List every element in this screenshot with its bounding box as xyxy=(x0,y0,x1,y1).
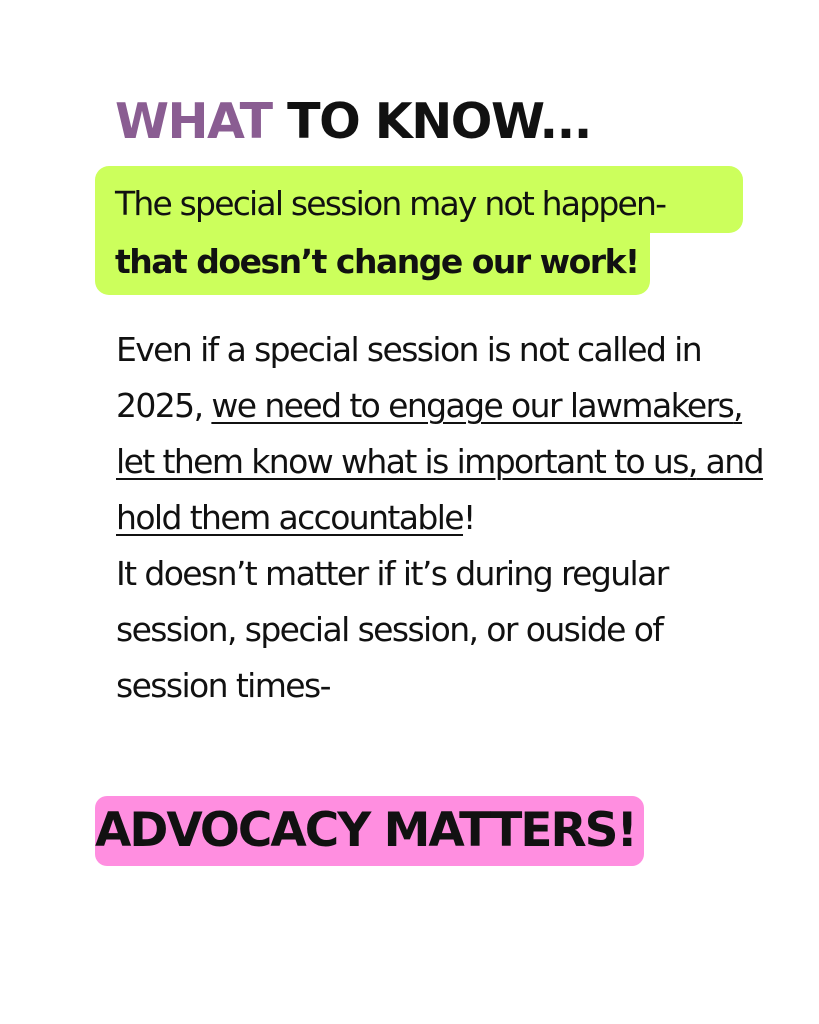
highlight-line-2: that doesn’t change our work! xyxy=(115,242,639,281)
paragraph-1-start: Even if a special session is not called in 2025, xyxy=(116,330,702,425)
underlined-comma-2: , xyxy=(687,442,697,481)
paragraph-1 xyxy=(116,322,766,546)
underlined-important-to-us: let them know what is important to us xyxy=(116,442,688,481)
paragraph-1-end: ! xyxy=(463,498,475,537)
advocacy-matters-callout: ADVOCACY MATTERS! xyxy=(95,796,644,866)
highlight-callout xyxy=(115,175,755,291)
underlined-comma-1: , xyxy=(733,386,743,425)
body-text xyxy=(116,322,766,714)
page-title xyxy=(115,92,591,152)
underlined-hold-accountable: and hold them accountable xyxy=(116,442,763,537)
paragraph-2: It doesn’t matter if it’s during regular session, special session, or ouside of session times- xyxy=(116,554,668,705)
underlined-engage-lawmakers: we need to engage our lawmakers xyxy=(211,386,734,425)
title-rest: TO KNOW... xyxy=(287,93,591,150)
title-accent: WHAT xyxy=(115,93,272,150)
highlight-line-1: The special session may not happen- xyxy=(115,184,666,223)
